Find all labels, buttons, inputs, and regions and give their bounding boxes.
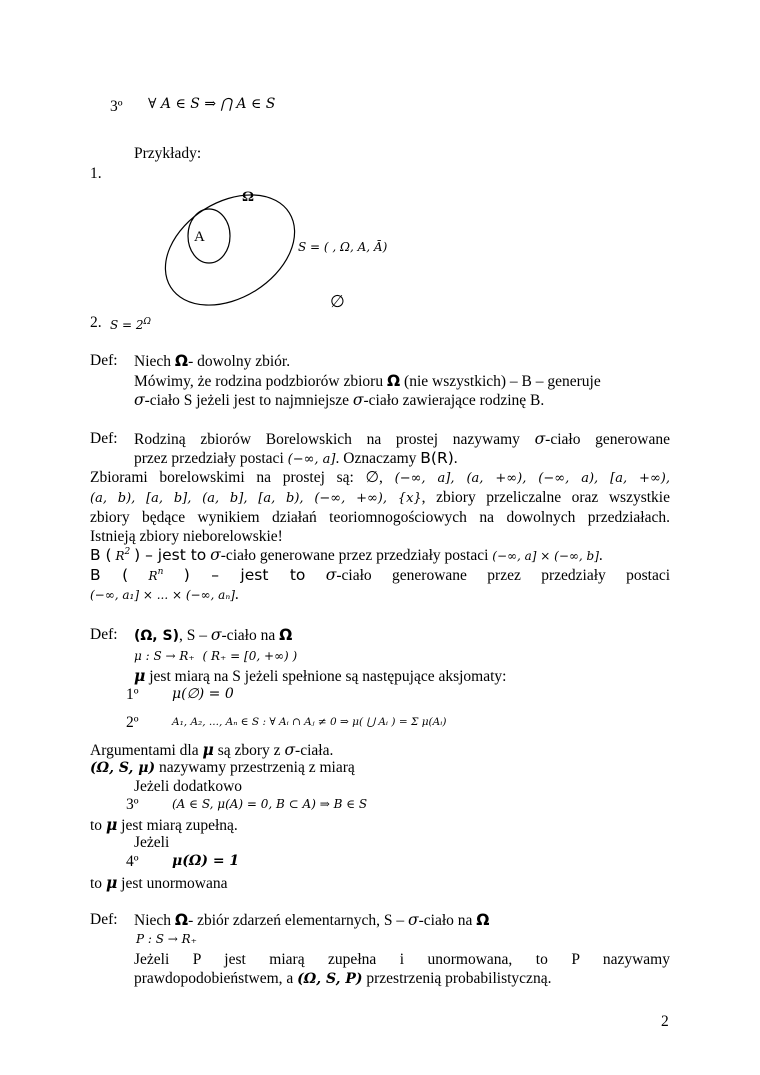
axiom-4-number: 4º xyxy=(126,853,139,870)
def-3-line-2: μ : S → R₊ ( R₊ = [0, +∞) ) xyxy=(134,649,298,663)
def-4-line-4: prawdopodobieństwem, a (Ω, S, P) przestrzenią probabilistyczną. xyxy=(134,970,552,987)
if-line: Jeżeli xyxy=(134,834,170,851)
example-2-number: 2. xyxy=(90,314,102,331)
example-2-formula: $S = 2^\Omega$ xyxy=(110,317,152,332)
def-2-label: Def: xyxy=(90,430,118,447)
venn-diagram xyxy=(150,175,310,325)
axiom-number: 3º xyxy=(110,98,123,115)
def-3-label: Def: xyxy=(90,626,118,643)
measure-space-line: (Ω, S, μ) nazywamy przestrzenią z miarą xyxy=(90,759,355,776)
def-4-line-1: Niech Ω- zbiór zdarzeń elementarnych, S – σ-ciało na Ω xyxy=(134,911,490,929)
example-1-formula: S = ( , Ω, A, Ā) xyxy=(298,240,388,254)
additionally-line: Jeżeli dodatkowo xyxy=(134,778,243,795)
borel-rn-intervals: (−∞, a₁] × ... × (−∞, aₙ]. xyxy=(90,586,239,603)
def-4-line-2: P : S → R₊ xyxy=(136,932,198,946)
def-2-line-2: przez przedziały postaci (−∞, a]. Oznaczamy B(R). xyxy=(134,449,458,467)
def-2-line-1: Rodziną zbiorów Borelowskich na prostej nazywamy σ-ciało generowane xyxy=(134,430,670,448)
page-number: 2 xyxy=(661,1013,669,1030)
omega-ellipse xyxy=(150,175,310,325)
normalized-line: to μ jest unormowana xyxy=(90,873,228,892)
borel-line-3: zbiory będące wynikiem działań teoriomnogościowych na dowolnych przedziałach. xyxy=(90,509,670,526)
axiom-3b-formula: (A ∈ S, μ(A) = 0, B ⊂ A) ⇒ B ∈ S xyxy=(172,797,368,811)
borel-rn-line: B ( $R^n$ ) – jest to σ-ciało generowane przez przedziały postaci xyxy=(90,566,671,584)
axiom-1-number: 1º xyxy=(126,686,139,703)
borel-line-1: Zbiorami borelowskimi na prostej są: ∅, (−∞, a], (a, +∞), (−∞, a), [a, +∞), xyxy=(90,469,670,486)
empty-set-symbol: ∅ xyxy=(330,292,345,311)
arguments-line: Argumentami dla μ są zbory z σ-ciała. xyxy=(90,740,334,759)
def-3-line-3: μ jest miarą na S jeżeli spełnione są następujące aksjomaty: xyxy=(134,666,507,685)
axiom-3b-number: 3º xyxy=(126,796,139,813)
set-a-label: A xyxy=(194,229,205,245)
axiom-3-formula: ∀ A ∈ S ⇒ ⋂ A ∈ S xyxy=(148,96,276,112)
examples-heading: Przykłady: xyxy=(134,145,202,162)
complete-measure-line: to μ jest miarą zupełną. xyxy=(90,815,238,834)
example-1-number: 1. xyxy=(90,165,102,182)
axiom-2-formula: A₁, A₂, ..., Aₙ ∈ S : ∀ Aᵢ ∩ Aⱼ ≠ 0 ⇒ μ( ⋃ Aᵢ ) = Σ μ(Aᵢ) xyxy=(172,716,447,728)
borel-r2-line: B ( $R^2$ ) – jest to σ-ciało generowane przez przedziały postaci (−∞, a] × (−∞, b]. xyxy=(90,546,603,564)
def-1-line-1: Niech Ω- dowolny zbiór. xyxy=(134,352,291,370)
borel-line-4: Istnieją zbiory nieborelowskie! xyxy=(90,528,283,545)
axiom-4-formula: μ(Ω) = 1 xyxy=(172,853,240,869)
def-4-label: Def: xyxy=(90,911,118,928)
axiom-2-number: 2º xyxy=(126,714,139,731)
axiom-1-formula: μ(∅) = 0 xyxy=(172,686,234,702)
omega-label: Ω xyxy=(242,189,255,205)
def-3-line-1: (Ω, S), S – σ-ciało na Ω xyxy=(134,626,293,644)
borel-line-2: (a, b), [a, b], (a, b], [a, b), (−∞, +∞), {x}, zbiory przeliczalne oraz wszystkie xyxy=(90,489,670,506)
def-1-line-3: σ-ciało S jeżeli jest to najmniejsze σ-ciało zawierające rodzinę B. xyxy=(134,391,545,409)
def-4-line-3: Jeżeli P jest miarą zupełna i unormowana, to P nazywamy xyxy=(134,951,670,968)
def-1-label: Def: xyxy=(90,352,118,369)
def-1-line-2: Mówimy, że rodzina podzbiorów zbioru Ω (nie wszystkich) – B – generuje xyxy=(134,372,601,390)
